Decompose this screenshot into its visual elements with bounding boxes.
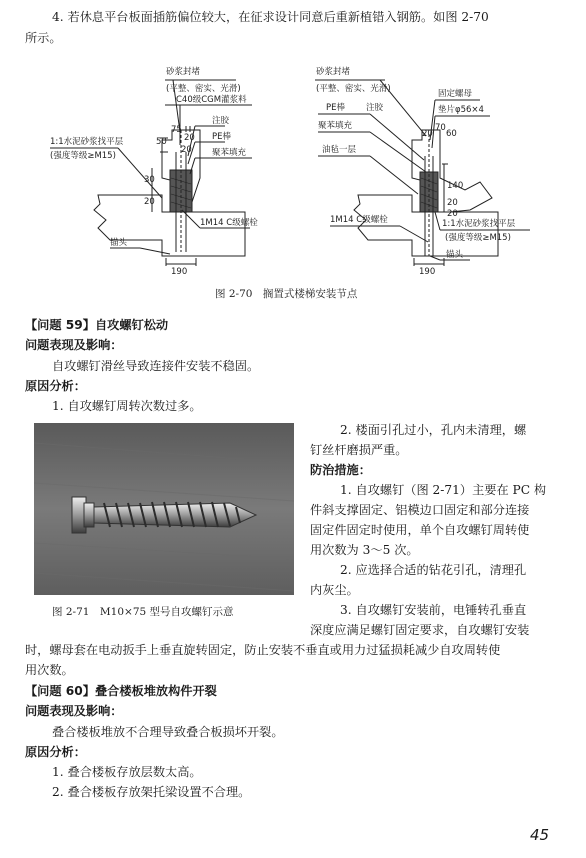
q59-measure-1-line-2: 件斜支撑固定、铝模边口固定和部分连接: [310, 503, 530, 517]
left-label-pe-rod: PE棒: [212, 132, 231, 142]
q60-cause-1: 1. 叠合楼板存放层数太高。: [52, 765, 202, 779]
q59-measure-3-line-4: 用次数。: [25, 663, 74, 677]
left-label-bolt: 1M14 C级螺栓: [200, 218, 258, 228]
right-dim-140: 140: [447, 181, 464, 191]
right-label-glue: 注胶: [366, 103, 384, 113]
right-label-grout-quality: (平整、密实、光滑): [316, 84, 391, 94]
left-dim-20a: 20: [181, 145, 192, 155]
left-dim-50: 50: [156, 137, 167, 147]
q60-heading-symptoms: 问题表现及影响：: [25, 704, 123, 718]
right-label-bolt: 1M14 C级螺栓: [330, 215, 388, 225]
q59-measure-3-line-3: 时，螺母套在电动扳手上垂直旋转固定，防止安装不垂直或用力过猛损耗减少自攻周转使: [25, 643, 501, 657]
q60-heading-causes: 原因分析：: [25, 745, 86, 759]
left-dim-190: 190: [171, 267, 188, 277]
left-label-anchor: 锚头: [110, 238, 128, 248]
figure-2-71-caption: 图 2-71 M10×75 型号自攻螺钉示意: [52, 606, 234, 618]
q59-heading-causes: 原因分析：: [25, 379, 86, 393]
figure-2-70-caption: 图 2-70 搁置式楼梯安装节点: [215, 288, 358, 300]
q59-measure-1-line-3: 固定件固定时使用，单个自攻螺钉周转使: [310, 523, 530, 537]
left-label-mortar-grade: (强度等级≥M15): [50, 151, 116, 161]
intro-line-2: 所示。: [25, 31, 62, 45]
q59-measure-1-line-4: 用次数为 3～5 次。: [310, 543, 419, 557]
left-dim-20c: 20: [144, 197, 155, 207]
self-tapping-screw-photo: [34, 423, 294, 595]
q59-measure-3-line-1: 3. 自攻螺钉安装前，电锤转孔垂直: [340, 603, 527, 617]
q59-cause-2-line-1: 2. 楼面引孔过小，孔内未清理，螺: [340, 423, 527, 437]
right-dim-60: 60: [446, 129, 457, 139]
q59-heading-symptoms: 问题表现及影响：: [25, 338, 123, 352]
right-label-anchor: 锚头: [446, 250, 464, 260]
left-label-mortar: 1:1水泥砂浆找平层: [50, 137, 124, 147]
right-dim-20b: 20: [447, 198, 458, 208]
q59-heading-measures: 防治措施：: [310, 463, 371, 477]
left-label-grout-quality: (平整、密实、光滑): [166, 84, 241, 94]
left-label-cgm: C40级CGM灌浆料: [176, 95, 247, 105]
right-dim-20a: 20: [422, 129, 433, 139]
right-label-nut: 固定螺母: [438, 89, 473, 99]
stair-node-diagram: [40, 60, 560, 280]
right-label-mortar: 1:1水泥砂浆找平层: [442, 219, 516, 229]
q59-measure-2-line-1: 2. 应选择合适的钻花引孔，清理孔: [340, 563, 527, 577]
right-label-felt: 油毡一层: [322, 145, 357, 155]
right-label-eps: 聚苯填充: [318, 121, 353, 131]
right-label-pe-rod: PE棒: [326, 103, 345, 113]
q59-cause-2-line-2: 钉丝杆磨损严重。: [310, 443, 408, 457]
right-label-mortar-grade: (强度等级≥M15): [445, 233, 511, 243]
q59-title: 【问题 59】自攻螺钉松动: [25, 318, 169, 332]
q60-symptoms: 叠合楼板堆放不合理导致叠合板损坏开裂。: [52, 725, 284, 739]
left-dim-75: 75: [171, 125, 182, 135]
left-label-grout-seal: 砂浆封堵: [166, 67, 201, 77]
right-label-grout-seal: 砂浆封堵: [316, 67, 351, 77]
q60-title: 【问题 60】叠合楼板堆放构件开裂: [25, 684, 217, 698]
q59-measure-2-line-2: 内灰尘。: [310, 583, 359, 597]
right-dim-190: 190: [419, 267, 436, 277]
right-dim-70: 70: [435, 123, 446, 133]
left-label-eps: 聚苯填充: [212, 148, 247, 158]
q59-cause-1: 1. 自攻螺钉周转次数过多。: [52, 399, 202, 413]
right-label-washer: 垫片φ56×4: [438, 105, 484, 115]
page-number: 45: [530, 826, 550, 844]
left-label-glue: 注胶: [212, 116, 230, 126]
q60-cause-2: 2. 叠合楼板存放架托梁设置不合理。: [52, 785, 251, 799]
left-dim-30: 30: [144, 175, 155, 185]
q59-measure-3-line-2: 深度应满足螺钉固定要求，自攻螺钉安装: [310, 623, 530, 637]
intro-line-1: 4. 若休息平台板面插筋偏位较大，在征求设计同意后重新植错入钢筋。如图 2-70: [52, 10, 489, 24]
q59-symptoms: 自攻螺钉滑丝导致连接件安装不稳固。: [52, 359, 260, 373]
right-dim-20c: 20: [447, 209, 458, 219]
left-dim-20b: 20: [184, 133, 195, 143]
q59-measure-1-line-1: 1. 自攻螺钉（图 2-71）主要在 PC 构: [340, 483, 547, 497]
